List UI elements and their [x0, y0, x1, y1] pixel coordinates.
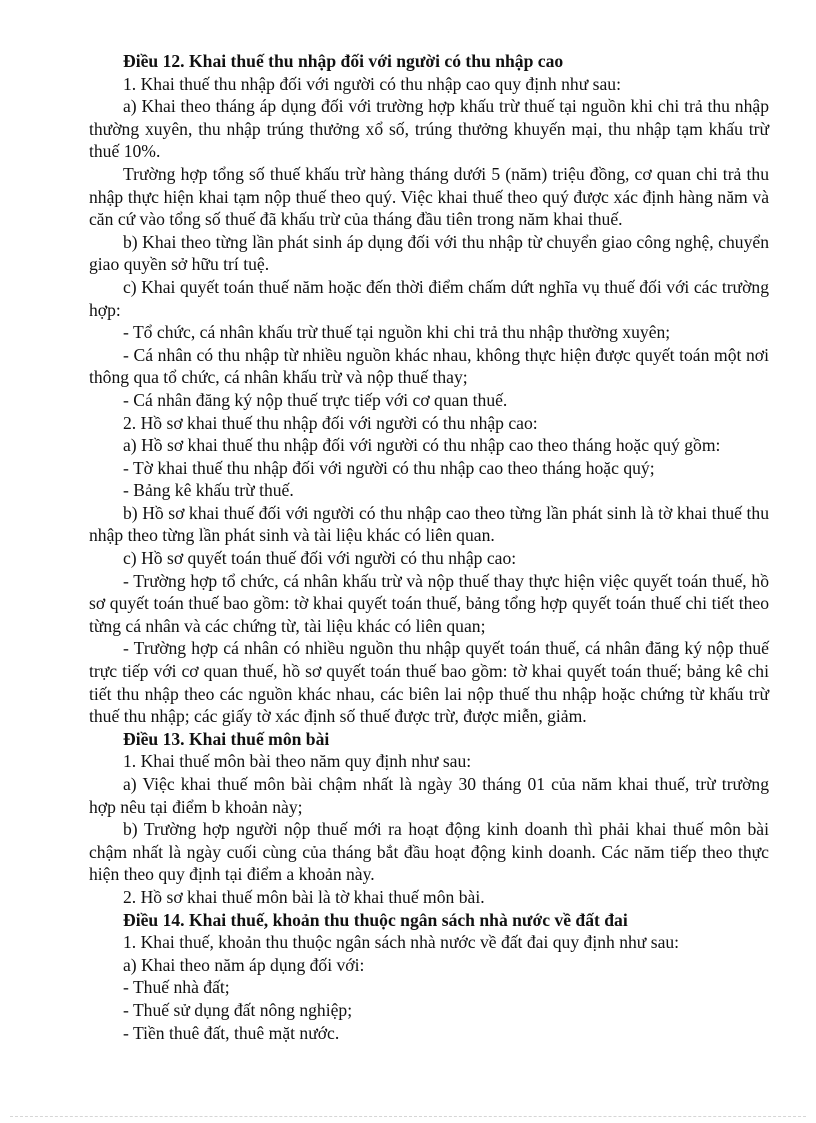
paragraph: 1. Khai thuế, khoản thu thuộc ngân sách nhà nước về đất đai quy định như sau: — [123, 932, 680, 953]
paragraph: 2. Hồ sơ khai thuế môn bài là tờ khai thuế môn bài. — [123, 886, 485, 907]
article-13-heading: Điều 13. Khai thuế môn bài — [123, 728, 330, 749]
paragraph: b) Hồ sơ khai thuế đối với người có thu nhập cao theo từng lần phát sinh là tờ khai thuế thu nhập theo từng lần phát sinh và tài liệu khác có liên quan. — [89, 502, 769, 546]
article-12-heading: Điều 12. Khai thuế thu nhập đối với người có thu nhập cao — [123, 51, 564, 71]
list-item: - Trường hợp tổ chức, cá nhân khấu trừ và nộp thuế thay thực hiện việc quyết toán thuế, hồ sơ quyết toán thuế bao gồm: tờ khai quyết toán thuế, bảng tổng hợp quyết toán thuế chi tiết theo từng cá nhân và các chứng từ, tài liệu khác có liên quan; — [89, 570, 769, 636]
list-item: - Cá nhân đăng ký nộp thuế trực tiếp với cơ quan thuế. — [123, 389, 508, 410]
paragraph: a) Việc khai thuế môn bài chậm nhất là ngày 30 tháng 01 của năm khai thuế, trừ trường hợp nêu tại điểm b khoản này; — [89, 774, 769, 817]
list-item: - Cá nhân có thu nhập từ nhiều nguồn khác nhau, không thực hiện được quyết toán một nơi thông qua tổ chức, cá nhân khấu trừ và nộp thuế thay; — [89, 344, 769, 388]
paragraph: Trường hợp tổng số thuế khấu trừ hàng tháng dưới 5 (năm) triệu đồng, cơ quan chi trả thu nhập thực hiện khai tạm nộp thuế theo quý. Việc khai thuế theo quý được xác định hàng năm và căn cứ vào tổng số thuế đã khấu trừ của tháng đầu tiên trong năm khai thuế. — [89, 163, 769, 230]
document-page — [89, 50, 769, 1044]
list-item: - Bảng kê khấu trừ thuế. — [123, 480, 294, 501]
paragraph: a) Khai theo tháng áp dụng đối với trường hợp khấu trừ thuế tại nguồn khi chi trả thu nhập thường xuyên, thu nhập trúng thưởng xổ số, trúng thưởng khuyến mại, thu nhập tạm khấu trừ thuế 10%. — [89, 96, 769, 162]
list-item: - Trường hợp cá nhân có nhiều nguồn thu nhập quyết toán thuế, cá nhân đăng ký nộp thuế trực tiếp với cơ quan thuế, hồ sơ quyết toán thuế bao gồm: tờ khai quyết toán thuế; bảng kê chi tiết thu nhập theo các nguồn khác nhau, các biên lai nộp thuế thu nhập hoặc chứng từ khấu trừ thuế thu nhập; các giấy tờ xác định số thuế được trừ, được miễn, giảm. — [89, 638, 769, 727]
paragraph: b) Trường hợp người nộp thuế mới ra hoạt động kinh doanh thì phải khai thuế môn bài chậm nhất là ngày cuối cùng của tháng bắt đầu hoạt động kinh doanh. Các năm tiếp theo thực hiện theo quy định tại điểm a khoản này. — [89, 819, 769, 885]
paragraph: a) Khai theo năm áp dụng đối với: — [123, 954, 365, 975]
paragraph: 1. Khai thuế thu nhập đối với người có thu nhập cao quy định như sau: — [123, 73, 621, 94]
list-item: - Tờ khai thuế thu nhập đối với người có thu nhập cao theo tháng hoặc quý; — [123, 457, 655, 478]
paragraph: 1. Khai thuế môn bài theo năm quy định như sau: — [123, 751, 472, 772]
list-item: - Tổ chức, cá nhân khấu trừ thuế tại nguồn khi chi trả thu nhập thường xuyên; — [123, 322, 671, 343]
paragraph: 2. Hồ sơ khai thuế thu nhập đối với người có thu nhập cao: — [123, 412, 538, 433]
paragraph: b) Khai theo từng lần phát sinh áp dụng đối với thu nhập từ chuyển giao công nghệ, chuyển giao quyền sở hữu trí tuệ. — [89, 231, 769, 275]
paragraph: c) Khai quyết toán thuế năm hoặc đến thời điểm chấm dứt nghĩa vụ thuế đối với các trường hợp: — [89, 276, 769, 320]
list-item: - Thuế sử dụng đất nông nghiệp; — [123, 999, 353, 1020]
article-14-heading: Điều 14. Khai thuế, khoản thu thuộc ngân sách nhà nước về đất đai — [123, 909, 628, 930]
list-item: - Thuế nhà đất; — [123, 977, 230, 998]
list-item: - Tiền thuê đất, thuê mặt nước. — [123, 1022, 340, 1043]
page-bottom-divider — [10, 1116, 806, 1117]
paragraph: c) Hồ sơ quyết toán thuế đối với người có thu nhập cao: — [123, 548, 517, 569]
paragraph: a) Hồ sơ khai thuế thu nhập đối với người có thu nhập cao theo tháng hoặc quý gồm: — [123, 435, 721, 456]
